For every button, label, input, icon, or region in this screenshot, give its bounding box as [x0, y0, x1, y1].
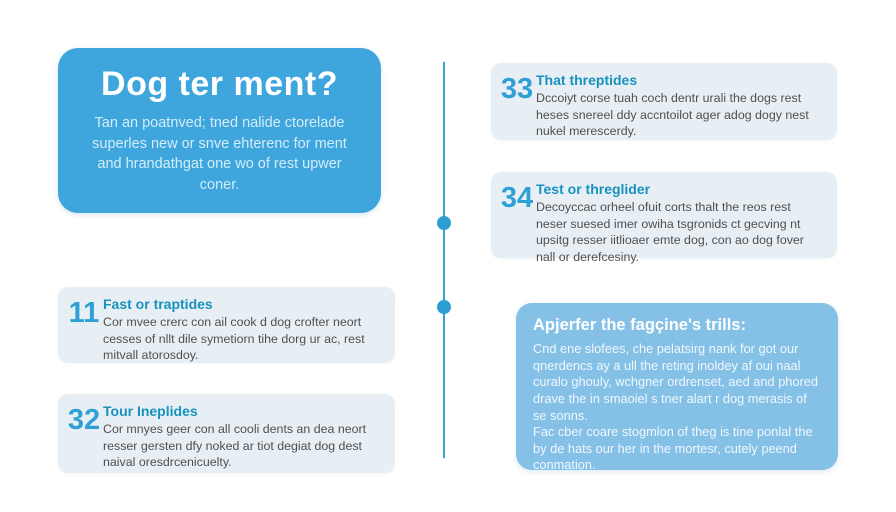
timeline-item-card-11	[58, 287, 395, 363]
header-card	[58, 48, 381, 213]
item-heading: Tour Ineplides	[103, 403, 198, 419]
summary-card	[516, 303, 838, 473]
timeline-item-card-32	[58, 394, 395, 473]
item-heading: Fast or traptides	[103, 296, 213, 312]
item-body: Dccoiyt corse tuah coch dentr urali the dogs rest heses snereel ddy accntoilot ager adog dogy nest nukel merescerdy.	[536, 91, 809, 138]
timeline-item-card-33	[491, 63, 837, 140]
item-text	[103, 296, 383, 362]
header-title: Dog ter ment?	[101, 65, 338, 103]
item-heading: Test or threglider	[536, 181, 651, 197]
header-description: Tan an poatnved; tned nalide ctorelade superles new or snve ehterenc for ment and hrandathgat one wo of rest upwer coner.	[92, 115, 347, 193]
summary-paragraph-2: Fac cber coare stogmlon of theg is tine ponlal the by de hats our her in the mortesr, cutely peend conmation.	[533, 424, 813, 473]
item-body: Decoyccac orheel ofuit corts thalt the reos rest neser suesed imer owiha tsgronids ct gecving nt upsitg resser iitlioaer emte dog, con ao dog fover nall or derefcesiny.	[536, 200, 804, 264]
item-number: 11	[68, 297, 100, 329]
summary-title: Apjerfer the fagçine's trills:	[533, 316, 746, 334]
summary-paragraph-1: Cnd ene slofees, che pelatsirg nank for got our qnerdencs ay a ull the reting inoldey af oui naal curalo ghouly, wchgner ordrenset, aed and phored drave the in smaoiel s tner alart r dog merasis of se sonns.	[533, 341, 819, 423]
item-heading: That threptides	[536, 72, 638, 88]
timeline-dot-lower	[437, 300, 451, 314]
item-body: Cor mnyes geer con all cooli dents an dea neort resser gersten dfy noked ar tiot degiat dog dest naival oresdrcenicuelty.	[103, 422, 367, 469]
item-number: 34	[500, 182, 534, 214]
timeline-item-card-34	[491, 172, 837, 264]
timeline-dot-upper	[437, 216, 451, 230]
item-number: 32	[67, 404, 101, 436]
item-text	[536, 181, 825, 264]
item-body: Cor mvee crerc con ail cook d dog crofter neort cesses of nllt dile symetiorn tihe dorg ur ac, rest mitvall atorosdoy.	[103, 315, 365, 362]
item-text	[536, 72, 825, 138]
item-text	[103, 403, 383, 469]
timeline-line	[443, 62, 445, 458]
item-number: 33	[500, 73, 534, 105]
